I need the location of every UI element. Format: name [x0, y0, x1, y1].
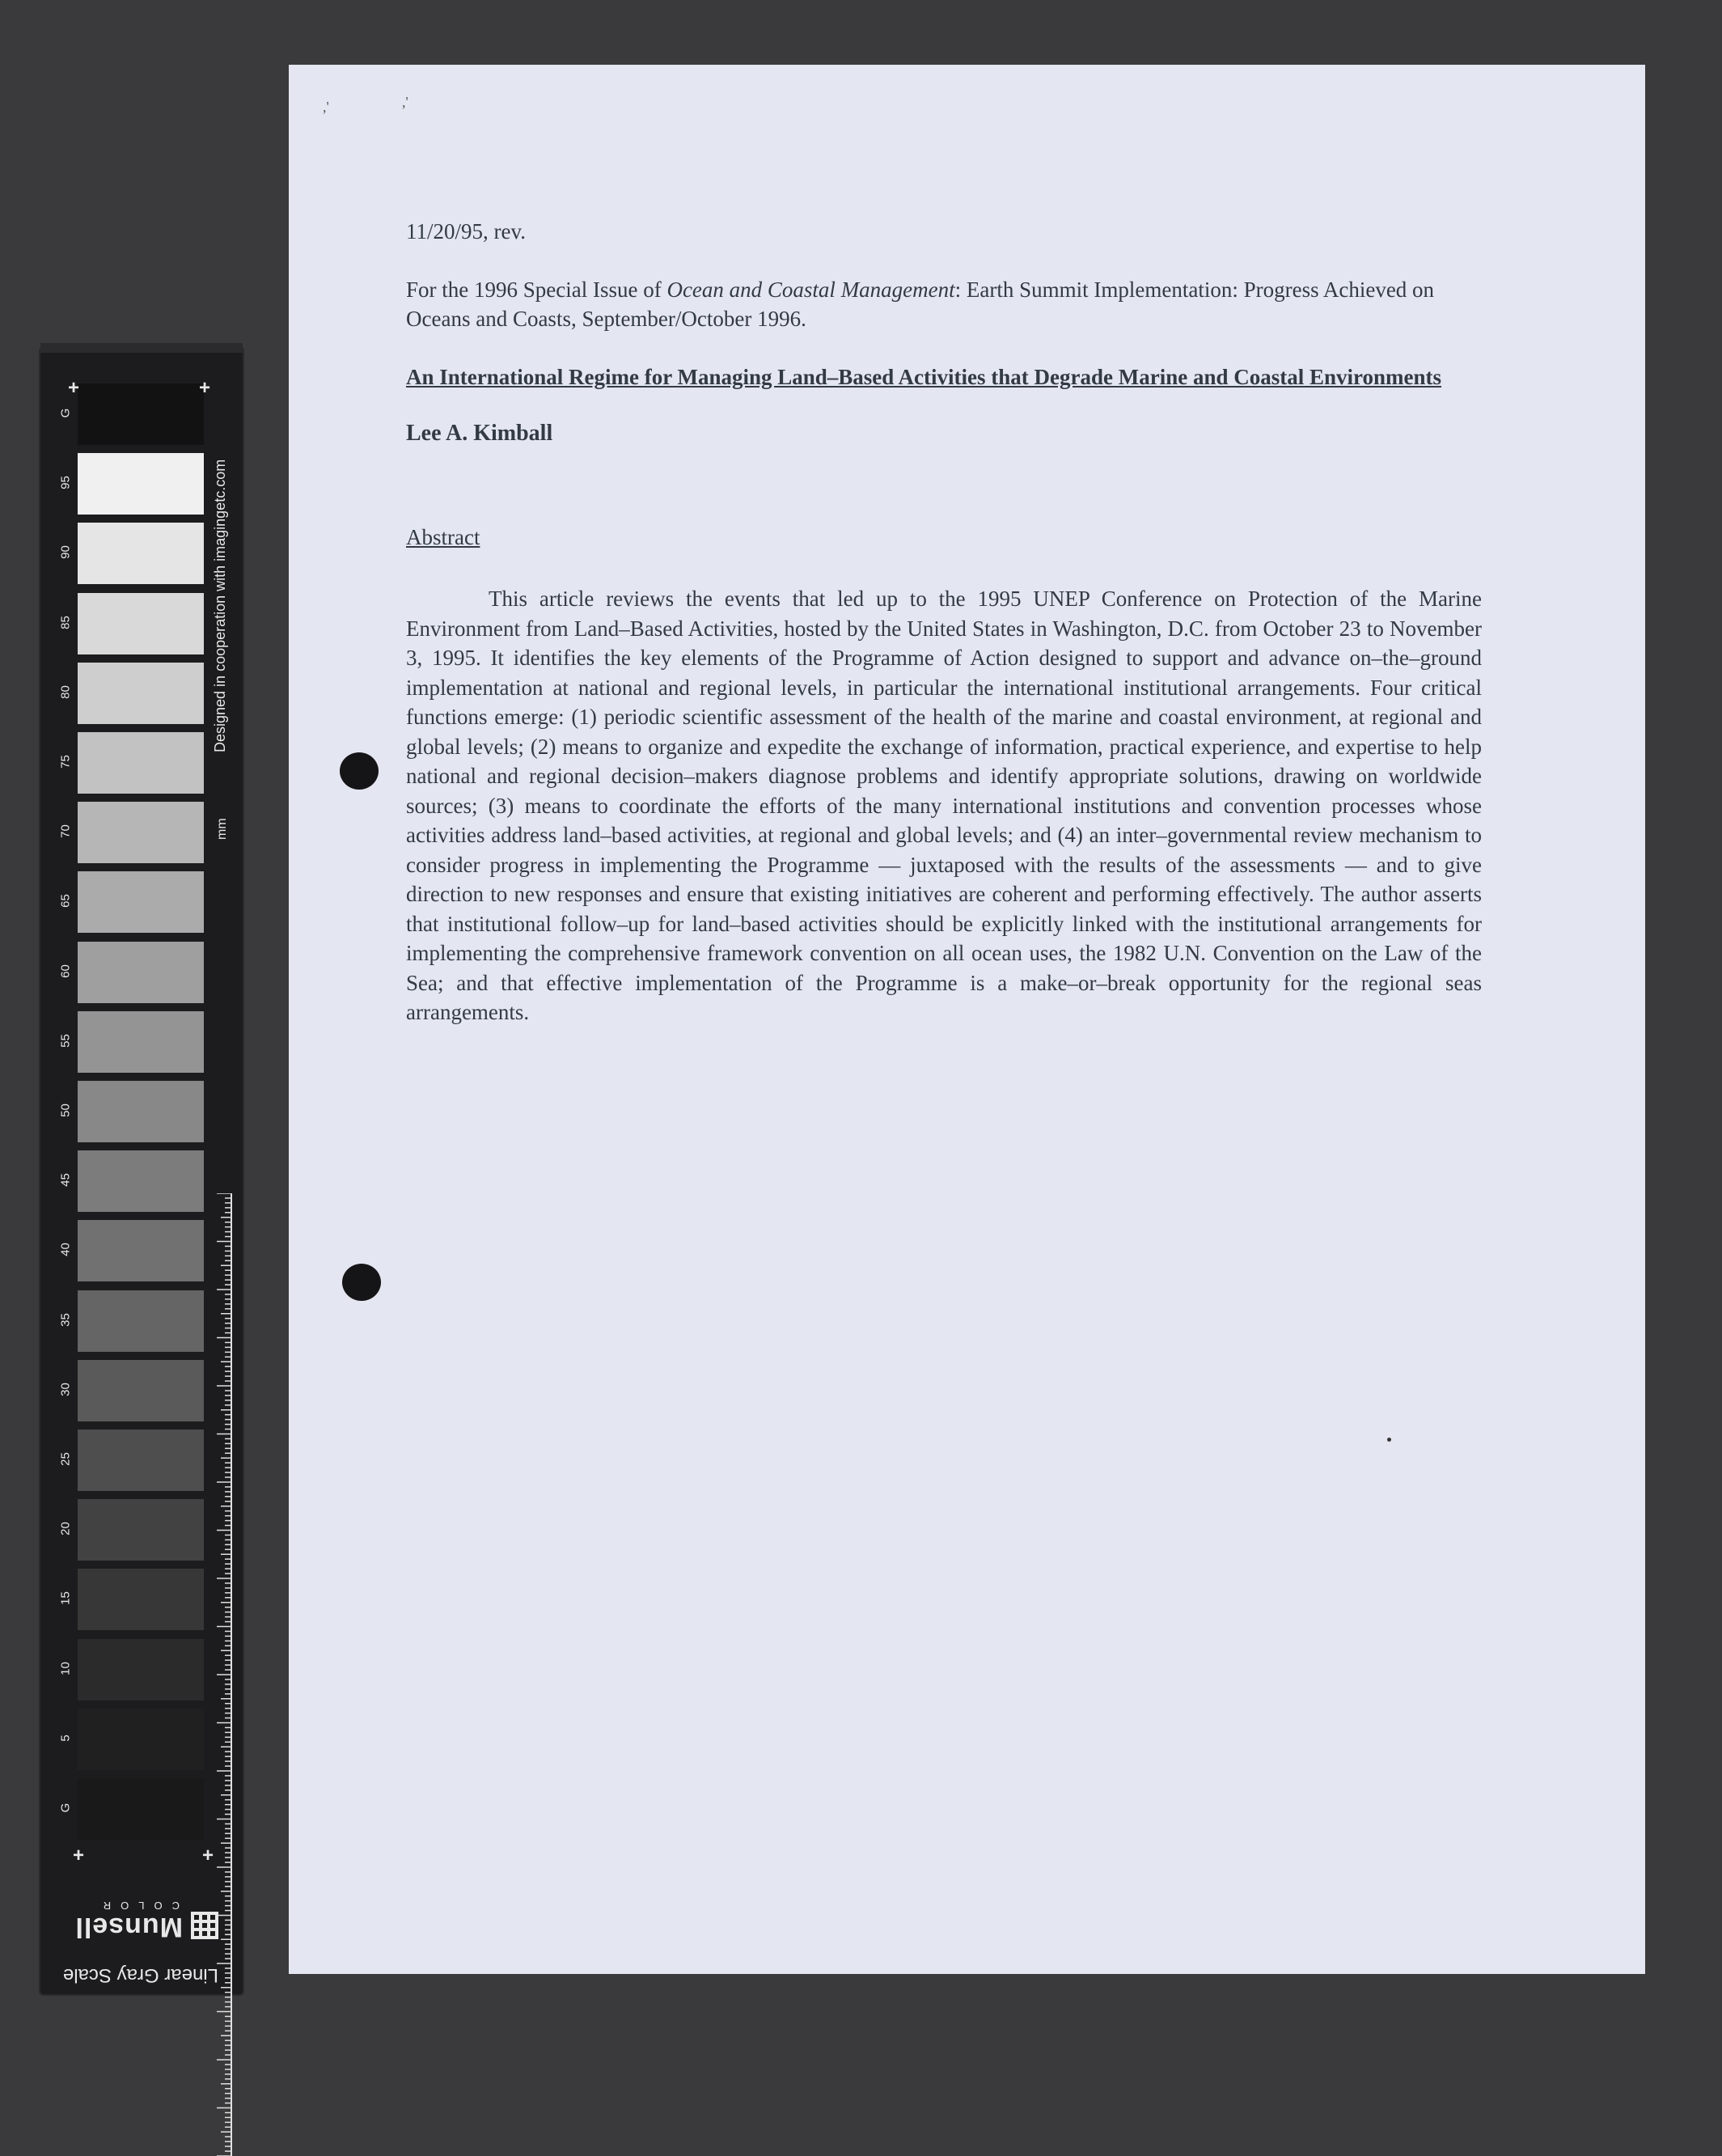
gray-scale-label: 65	[58, 894, 73, 909]
gray-scale-label: 15	[58, 1591, 73, 1606]
gray-swatch	[78, 1430, 204, 1491]
mm-unit-label: mm	[215, 818, 229, 840]
document-page	[289, 65, 1645, 1974]
gray-swatch	[78, 1220, 204, 1281]
speck	[1387, 1438, 1391, 1442]
gray-swatch	[78, 1639, 204, 1701]
gray-swatch	[78, 871, 204, 933]
gray-swatch	[78, 1011, 204, 1073]
gray-scale-label: 90	[58, 545, 73, 560]
gray-swatch	[78, 1360, 204, 1421]
gray-swatch	[78, 942, 204, 1003]
issue-prefix: For the 1996 Special Issue of	[406, 277, 667, 302]
gray-swatch	[78, 523, 204, 584]
gray-scale-label: 70	[58, 824, 73, 839]
gray-scale-card	[40, 348, 243, 1994]
abstract-heading: Abstract	[406, 525, 480, 549]
gray-scale-tab	[40, 343, 243, 353]
date-line: 11/20/95, rev.	[406, 219, 526, 244]
mm-ruler	[228, 1193, 229, 2156]
gray-scale-label: G	[58, 408, 73, 418]
linear-gray-scale-label: Linear Gray Scale	[62, 1964, 218, 1986]
journal-name: Ocean and Coastal Management	[666, 277, 955, 302]
gray-swatch	[78, 453, 204, 515]
gray-scale-label: 60	[58, 964, 73, 978]
stray-mark: ,'	[402, 94, 408, 110]
gray-scale-label: 40	[58, 1243, 73, 1257]
munsell-brand-block	[62, 1889, 218, 1986]
abstract-text: This article reviews the events that led up to the 1995 UNEP Conference on Protection of the Marine Environment from Land–Based Activities, hosted by the United States in Washington, D.C. from October 23 to November 3, 1995. It identifies the key elements of the Programme of Action designed to support and advance on–the–ground implementation at national and regional levels, in particular the international institutional arrangements. Four critical functions emerge: (1) periodic scientific assessment of the health of the marine and coastal environment, at regional and global levels; (2) means to organize and expedite the exchange of information, practical experience, and expertise to help national and regional decision–makers diagnose problems and identify appropriate solutions, drawing on worldwide sources; (3) means to coordinate the efforts of the many international institutions and convention processes whose activities address land–based activities, at regional and global levels; and (4) an inter–governmental review mechanism to consider progress in implementing the Programme –– juxtaposed with the results of the assessments –– and to give direction to new responses and ensure that existing initiatives are coherent and performing effectively. The author asserts that institutional follow–up for land–based activities should be explicitly linked with the institutional arrangements for implementing the comprehensive framework convention on all ocean uses, the 1982 U.N. Convention on the Law of the Sea; and that effective implementation of the Programme is a make–or–break opportunity for the regional seas arrangements.	[406, 587, 1482, 1024]
gray-swatch	[78, 383, 204, 445]
gray-scale-label: 50	[58, 1103, 73, 1117]
gray-swatch	[78, 663, 204, 724]
plus-mark: +	[73, 1845, 85, 1866]
gray-swatch	[78, 1569, 204, 1630]
gray-scale-label: 20	[58, 1522, 73, 1536]
gray-swatch	[78, 1081, 204, 1142]
munsell-brand-name: Munsell	[74, 1912, 183, 1942]
gray-swatch	[78, 1499, 204, 1561]
gray-swatch	[78, 802, 204, 863]
credit-text: Designed in cooperation with imagingetc.com	[212, 459, 228, 752]
gray-scale-label: 95	[58, 476, 73, 490]
munsell-color-label: COLOR	[93, 1900, 180, 1912]
gray-swatch	[78, 593, 204, 654]
issue-line	[406, 275, 1482, 333]
plus-mark: +	[199, 377, 211, 399]
gray-scale-label: 5	[58, 1735, 73, 1742]
punch-hole	[342, 1264, 381, 1301]
document-content	[406, 217, 1482, 1027]
gray-swatch	[78, 1709, 204, 1770]
gray-scale-label: 55	[58, 1033, 73, 1048]
gray-scale-label: 45	[58, 1173, 73, 1188]
gray-swatch	[78, 1778, 204, 1840]
punch-hole	[340, 752, 379, 790]
gray-scale-label: 80	[58, 684, 73, 699]
plus-mark: +	[202, 1845, 214, 1866]
gray-scale-label: 30	[58, 1382, 73, 1396]
stray-mark: ,'	[323, 99, 329, 115]
gray-scale-label: 75	[58, 755, 73, 769]
article-title: An International Regime for Managing Land–Based Activities that Degrade Marine and Coastal Environments	[406, 365, 1442, 389]
gray-scale-label: 10	[58, 1661, 73, 1675]
plus-mark: +	[68, 377, 80, 399]
gray-scale-label: 35	[58, 1312, 73, 1327]
gray-swatch	[78, 1150, 204, 1212]
gray-swatch	[78, 732, 204, 794]
author-name: Lee A. Kimball	[406, 421, 553, 446]
gray-scale-label: 85	[58, 615, 73, 629]
gray-swatch	[78, 1290, 204, 1352]
issue-suffix: : Earth Summit Implementation: Progress Achieved on Oceans and Coasts, September/October 1996.	[406, 277, 1435, 331]
gray-scale-label: G	[58, 1802, 73, 1813]
gray-scale-label: 25	[58, 1452, 73, 1466]
